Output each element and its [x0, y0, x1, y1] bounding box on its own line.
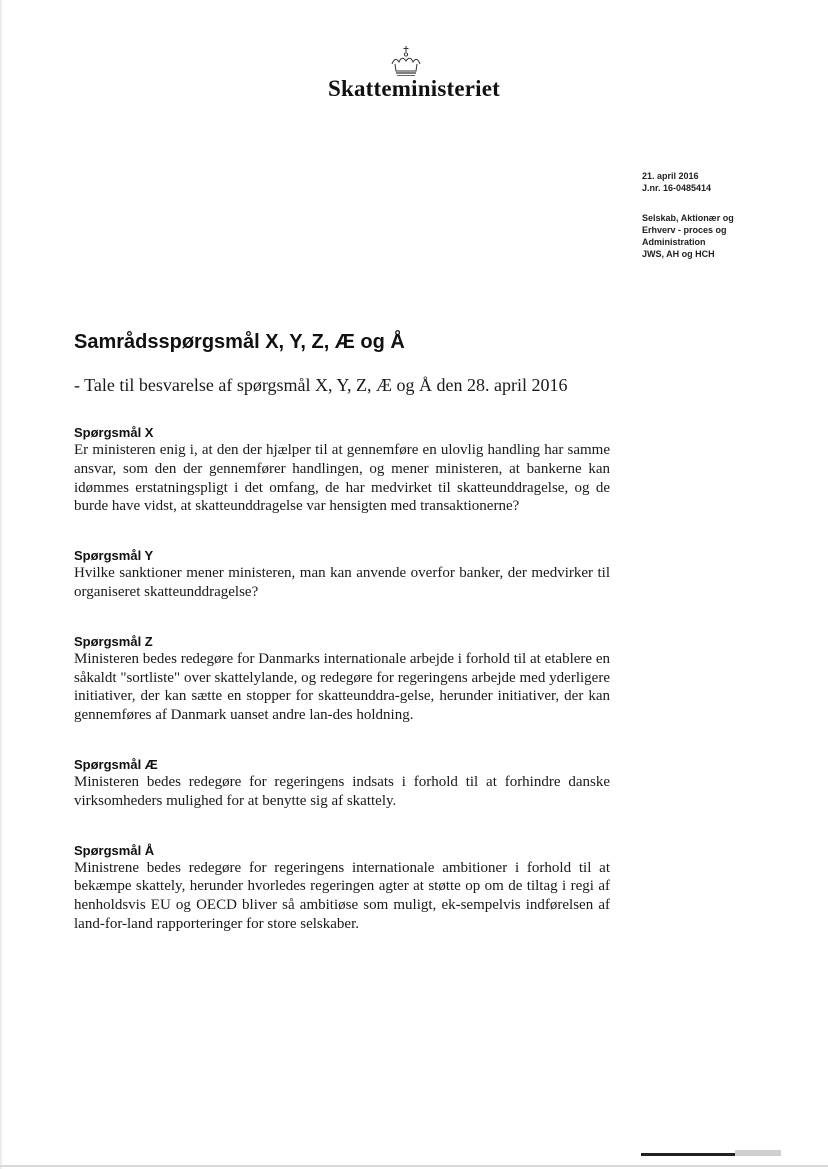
- scan-mark: [735, 1150, 781, 1156]
- document-title: Samrådsspørgsmål X, Y, Z, Æ og Å: [74, 331, 405, 353]
- question-section: [74, 633, 610, 725]
- document-subtitle: - Tale til besvarelse af spørgsmål X, Y, Z, Æ og Å den 28. april 2016: [74, 375, 568, 395]
- organization-name: Skatteministeriet: [327, 76, 501, 101]
- department-line: Administration: [642, 237, 706, 247]
- question-heading: Spørgsmål Z: [74, 633, 153, 649]
- question-section: [74, 424, 610, 516]
- journal-number: J.nr. 16-0485414: [642, 183, 712, 193]
- question-heading: Spørgsmål Æ: [74, 756, 158, 772]
- question-list: [74, 424, 610, 965]
- question-text: Ministrene bedes redegøre for regeringens internationale ambitioner i forhold til at bekæmpe skattely, herunder hvorledes regeringen agter at støtte op om de tiltag i regi af henholdsvis EU og OECD bliver så ambitiøse som muligt, ek-sempelvis indførelsen af land-for-land rapporteringer for store selskaber.: [74, 859, 610, 932]
- document-metadata: [642, 170, 812, 260]
- question-heading: Spørgsmål X: [74, 425, 154, 440]
- scan-edge-shade: [0, 0, 2, 1169]
- question-section: [74, 756, 610, 811]
- question-text: Er ministeren enig i, at den der hjælper til at gennemføre en ulovlig handling har samme ansvar, som den der gennemfører handlingen, og mener ministeren, at bankerne kan idømmes erstatningspligt i det omfang, de har medvirket til skatteunddragelse, og de burde have vidst, at skatteunddragelse var hensigten med transaktionerne?: [74, 442, 610, 515]
- question-section: [74, 547, 610, 602]
- question-text: Ministeren bedes redegøre for Danmarks internationale arbejde i forhold til at etablere en såkaldt "sortliste" over skattelylande, og redegøre for regeringens arbejde med yderligere initiativer, der kan sætte en stopper for skatteunddra-gelse, herunder initiativer, der kan gennemføres af Danmark uanset andre lan-des holdning.: [74, 650, 610, 724]
- department-line: Selskab, Aktionær og: [642, 213, 734, 223]
- scan-mark: [641, 1153, 735, 1156]
- page-bottom-edge: [0, 1165, 828, 1167]
- department-line: Erhverv - proces og: [642, 225, 727, 235]
- crown-icon: [386, 44, 426, 78]
- department-line: JWS, AH og HCH: [642, 249, 715, 259]
- question-text: Ministeren bedes redegøre for regeringens indsats i forhold til at forhindre danske virksomheders mulighed for at benytte sig af skattely.: [74, 773, 610, 809]
- question-section: [74, 842, 610, 934]
- question-heading: Spørgsmål Å: [74, 842, 155, 858]
- question-text: Hvilke sanktioner mener ministeren, man kan anvende overfor banker, der medvirker til organiseret skatteunddragelse?: [74, 565, 610, 600]
- question-heading: Spørgsmål Y: [74, 548, 154, 564]
- document-date: 21. april 2016: [642, 171, 699, 181]
